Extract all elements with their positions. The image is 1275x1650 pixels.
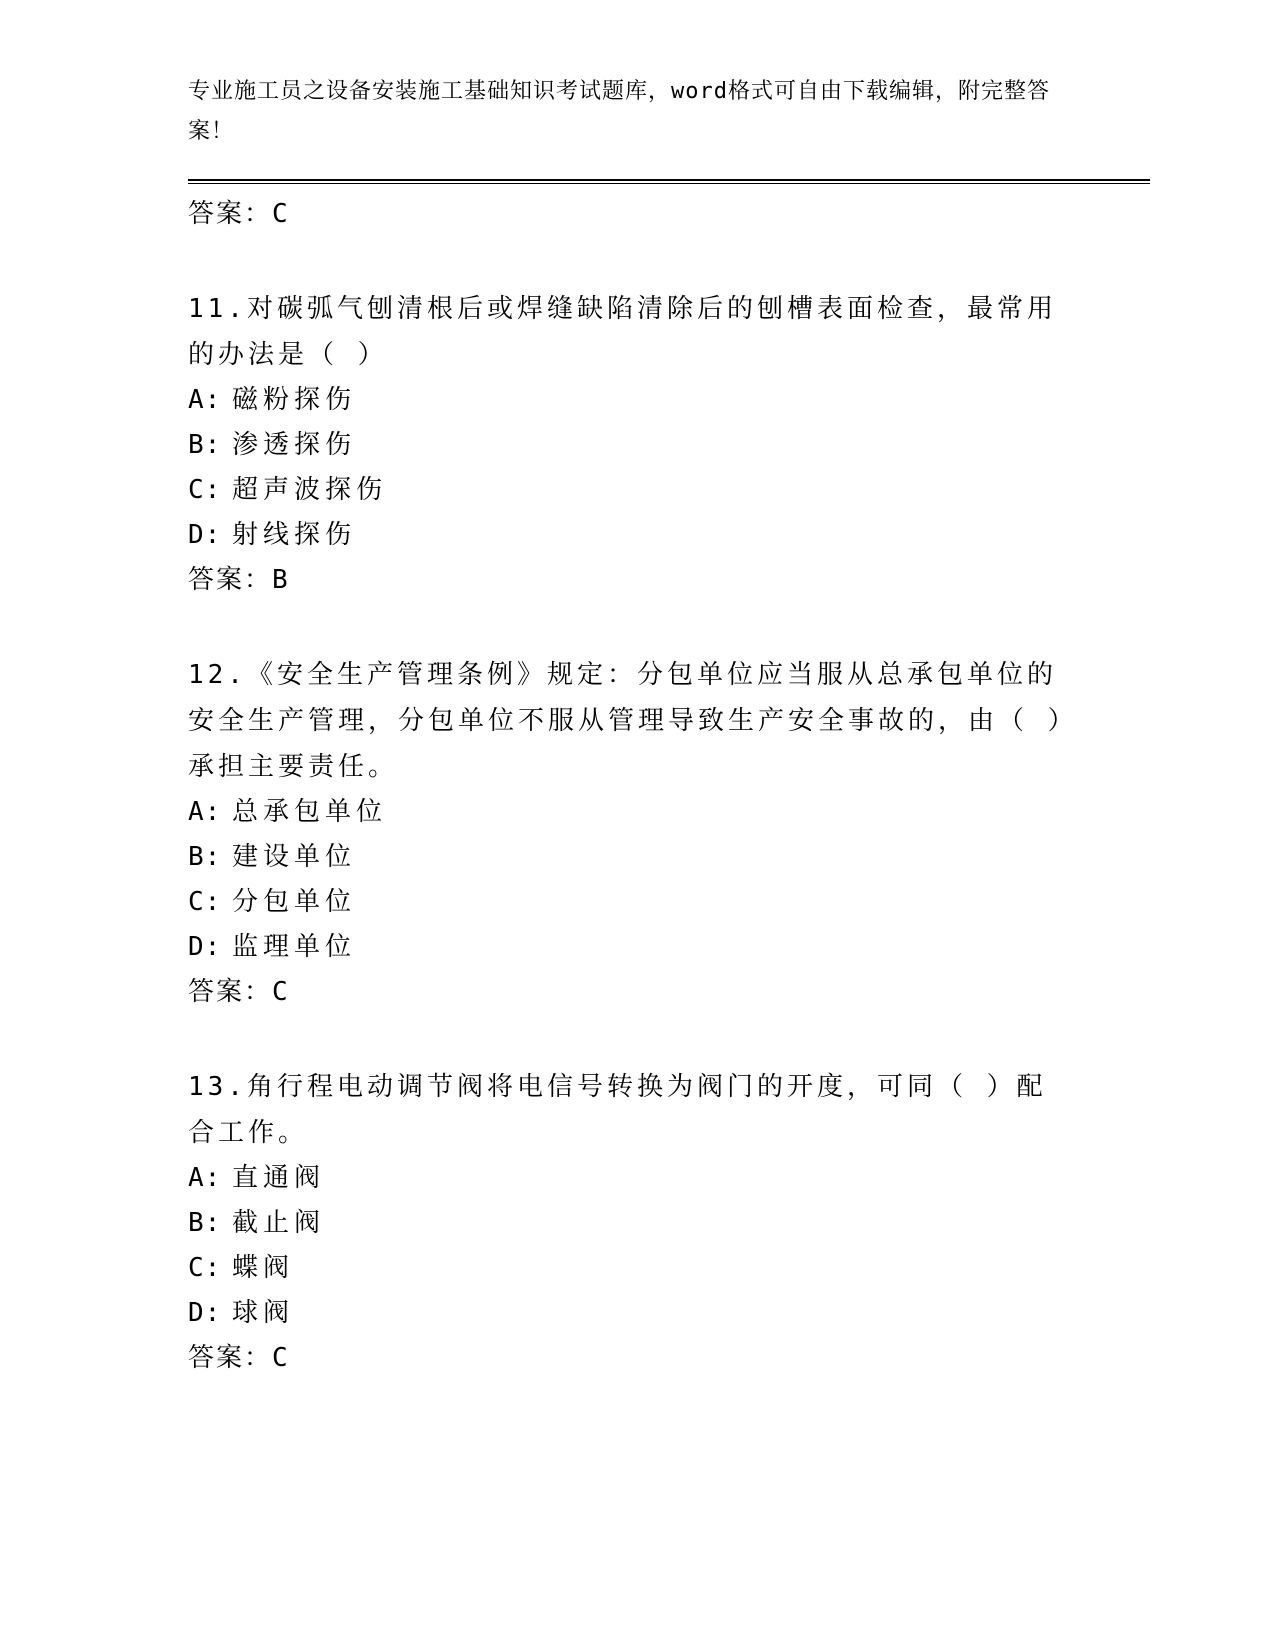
option-text: 截止阀 <box>232 1208 326 1238</box>
answer-line: 答案：B <box>188 565 290 595</box>
option-c <box>188 880 1068 925</box>
previous-answer: 答案：C <box>188 199 290 229</box>
option-label: A: <box>188 1163 222 1193</box>
option-label: C: <box>188 475 222 505</box>
option-text: 直通阀 <box>232 1163 326 1193</box>
option-text: 渗透探伤 <box>232 430 357 460</box>
option-text: 射线探伤 <box>232 520 357 550</box>
question-12 <box>188 652 1068 1014</box>
option-b <box>188 423 1068 468</box>
question-content <box>188 192 1068 1430</box>
option-a <box>188 378 1068 423</box>
question-13 <box>188 1064 1068 1380</box>
option-label: A: <box>188 797 222 827</box>
option-text: 超声波探伤 <box>232 475 388 505</box>
question-11 <box>188 286 1068 602</box>
option-label: D: <box>188 1298 222 1328</box>
option-d <box>188 925 1068 970</box>
option-text: 监理单位 <box>232 932 357 962</box>
option-label: C: <box>188 887 222 917</box>
option-text: 总承包单位 <box>232 797 388 827</box>
option-text: 建设单位 <box>232 842 357 872</box>
header-divider-thick <box>188 179 1150 181</box>
question-stem: 12.《安全生产管理条例》规定：分包单位应当服从总承包单位的安全生产管理，分包单位不服从管理导致生产安全事故的，由（ ）承担主要责任。 <box>188 660 1065 782</box>
option-b <box>188 1201 1068 1246</box>
option-label: B: <box>188 430 222 460</box>
option-d <box>188 1291 1068 1336</box>
option-label: D: <box>188 520 222 550</box>
answer-line: 答案：C <box>188 977 290 1007</box>
option-label: B: <box>188 842 222 872</box>
option-b <box>188 835 1068 880</box>
answer-line: 答案：C <box>188 1343 290 1373</box>
header-divider-thin <box>188 183 1150 184</box>
page-header-text: 专业施工员之设备安装施工基础知识考试题库，word格式可自由下载编辑，附完整答案！ <box>188 79 1050 144</box>
option-text: 分包单位 <box>232 887 357 917</box>
question-stem: 13.角行程电动调节阀将电信号转换为阀门的开度，可同（ ）配合工作。 <box>188 1072 1047 1148</box>
question-stem: 11.对碳弧气刨清根后或焊缝缺陷清除后的刨槽表面检查，最常用的办法是（ ） <box>188 294 1057 370</box>
option-a <box>188 1156 1068 1201</box>
option-label: A: <box>188 385 222 415</box>
option-text: 磁粉探伤 <box>232 385 357 415</box>
option-label: D: <box>188 932 222 962</box>
option-text: 蝶阀 <box>232 1253 295 1283</box>
option-c <box>188 1246 1068 1291</box>
option-label: C: <box>188 1253 222 1283</box>
option-a <box>188 790 1068 835</box>
option-c <box>188 468 1068 513</box>
option-d <box>188 513 1068 558</box>
option-text: 球阀 <box>232 1298 295 1328</box>
option-label: B: <box>188 1208 222 1238</box>
